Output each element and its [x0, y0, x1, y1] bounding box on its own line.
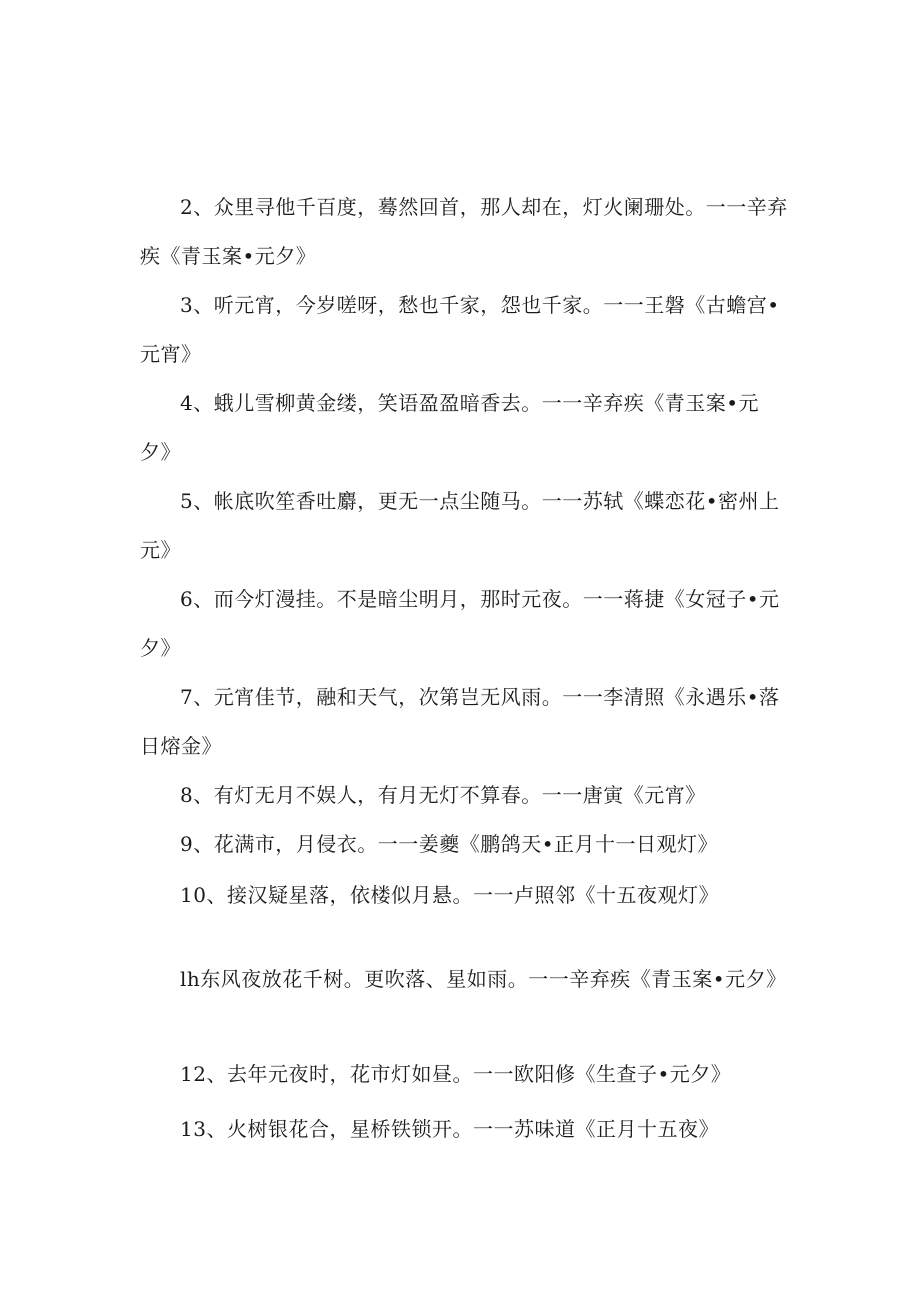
poem-line-7: 7、元宵佳节，融和天气，次第岂无风雨。一一李清照《永遇乐•落日熔金》 [140, 685, 780, 758]
poem-line-8: 8、有灯无月不娱人，有月无灯不算春。一一唐寅《元宵》 [180, 783, 706, 807]
poem-line-6: 6、而今灯漫挂。不是暗尘明月，那时元夜。一一蒋捷《女冠子•元夕》 [140, 587, 780, 660]
poem-line-11: lh东风夜放花千树。更吹落、星如雨。一一辛弃疾《青玉案•元夕》 [180, 967, 787, 991]
poem-line-13: 13、火树银花合，星桥铁锁开。一一苏味道《正月十五夜》 [180, 1117, 719, 1141]
poem-line-2: 2、众里寻他千百度，蓦然回首，那人却在，灯火阑珊处。一一辛弃疾《青玉案•元夕》 [140, 195, 788, 268]
poem-line-9: 9、花满市，月侵衣。一一姜夔《鹏鸽天•正月十一日观灯》 [180, 832, 719, 856]
poem-line-5: 5、帐底吹笙香吐麝，更无一点尘随马。一一苏轼《蝶恋花•密州上元》 [140, 489, 780, 562]
poem-line-4: 4、蛾儿雪柳黄金缕，笑语盈盈暗香去。一一辛弃疾《青玉案•元夕》 [140, 391, 760, 464]
poem-line-12: 12、去年元夜时，花市灯如昼。一一欧阳修《生查子•元夕》 [180, 1062, 732, 1086]
poem-line-10: 10、接汉疑星落，依楼似月悬。一一卢照邻《十五夜观灯》 [180, 883, 719, 907]
poem-line-3: 3、听元宵，今岁嗟呀，愁也千家，怨也千家。一一王磐《古蟾宫•元宵》 [140, 293, 780, 366]
